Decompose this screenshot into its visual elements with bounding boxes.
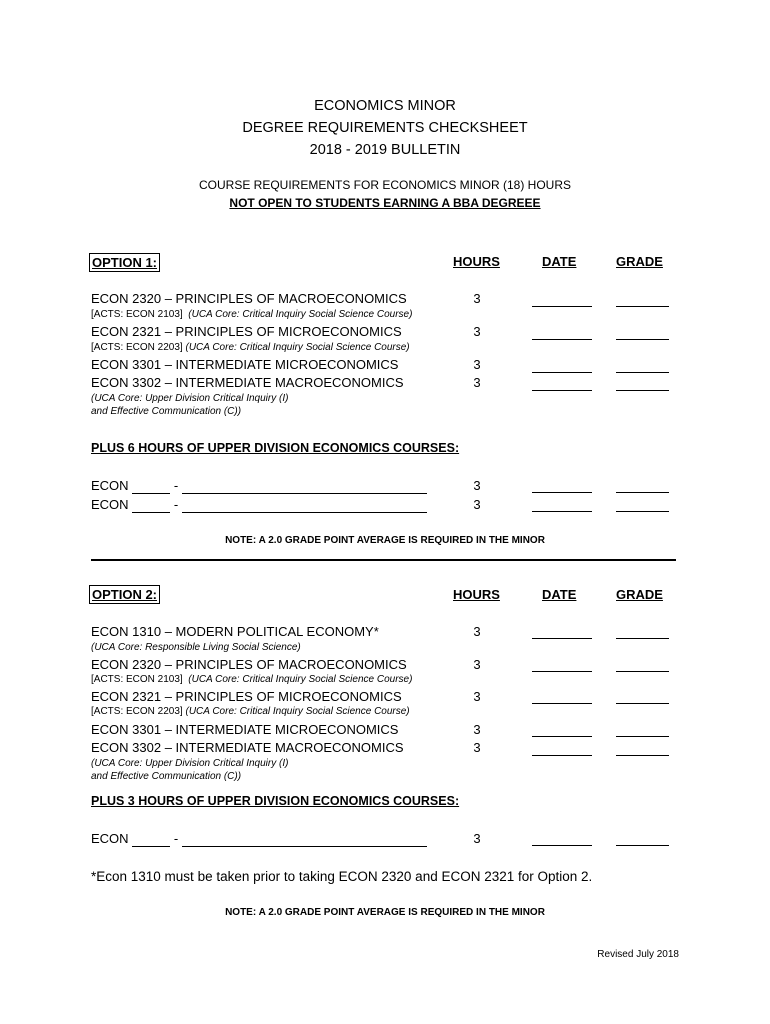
date-blank[interactable] xyxy=(532,390,592,391)
course-hours: 3 xyxy=(473,478,481,493)
course-hours: 3 xyxy=(473,375,481,390)
grade-blank[interactable] xyxy=(616,845,669,846)
grade-blank[interactable] xyxy=(616,372,669,373)
date-blank[interactable] xyxy=(532,736,592,737)
grade-blank[interactable] xyxy=(616,638,669,639)
course-number-blank[interactable] xyxy=(132,497,170,513)
course-note: (UCA Core: Responsible Living Social Science) xyxy=(91,642,301,653)
elective-row: ECON - xyxy=(91,497,427,513)
course-name: ECON 2321 – PRINCIPLES OF MICROECONOMICS xyxy=(91,689,402,704)
course-note: [ACTS: ECON 2103] (UCA Core: Critical Inquiry Social Science Course) xyxy=(91,309,413,320)
grade-column-header: GRADE xyxy=(616,587,663,602)
date-blank[interactable] xyxy=(532,339,592,340)
gpa-note: NOTE: A 2.0 GRADE POINT AVERAGE IS REQUIRED IN THE MINOR xyxy=(225,535,545,546)
date-blank[interactable] xyxy=(532,845,592,846)
grade-blank[interactable] xyxy=(616,339,669,340)
plus-3-hours-heading: PLUS 3 HOURS OF UPPER DIVISION ECONOMICS COURSES: xyxy=(91,794,460,808)
date-blank[interactable] xyxy=(532,372,592,373)
course-name: ECON 1310 – MODERN POLITICAL ECONOMY* xyxy=(91,624,379,639)
grade-blank[interactable] xyxy=(616,755,669,756)
course-hours: 3 xyxy=(473,624,481,639)
course-name: ECON 2320 – PRINCIPLES OF MACROECONOMICS xyxy=(91,657,407,672)
date-column-header: DATE xyxy=(542,587,577,602)
core-note-line-1: (UCA Core: Upper Division Critical Inquiry (I) xyxy=(91,393,289,404)
grade-blank[interactable] xyxy=(616,703,669,704)
grade-blank[interactable] xyxy=(616,511,669,512)
course-name: ECON 3301 – INTERMEDIATE MICROECONOMICS xyxy=(91,357,399,372)
option-1-label: OPTION 1: xyxy=(89,253,160,272)
course-number-blank[interactable] xyxy=(132,478,170,494)
date-column-header: DATE xyxy=(542,254,577,269)
date-blank[interactable] xyxy=(532,492,592,493)
option-2-label: OPTION 2: xyxy=(89,585,160,604)
course-title-blank[interactable] xyxy=(182,478,427,494)
core-note-line-2: and Effective Communication (C)) xyxy=(91,771,242,782)
course-note: [ACTS: ECON 2103] (UCA Core: Critical Inquiry Social Science Course) xyxy=(91,674,413,685)
plus-6-hours-heading: PLUS 6 HOURS OF UPPER DIVISION ECONOMICS COURSES: xyxy=(91,441,460,455)
course-title-blank[interactable] xyxy=(182,831,427,847)
course-hours: 3 xyxy=(473,357,481,372)
course-note: [ACTS: ECON 2203] (UCA Core: Critical Inquiry Social Science Course) xyxy=(91,706,410,717)
course-name: ECON 2320 – PRINCIPLES OF MACROECONOMICS xyxy=(91,291,407,306)
course-hours: 3 xyxy=(473,831,481,846)
grade-blank[interactable] xyxy=(616,492,669,493)
core-note-line-2: and Effective Communication (C)) xyxy=(91,406,242,417)
footnote: *Econ 1310 must be taken prior to taking ECON 2320 and ECON 2321 for Option 2. xyxy=(91,869,593,884)
date-blank[interactable] xyxy=(532,703,592,704)
subtitle-restriction: NOT OPEN TO STUDENTS EARNING A BBA DEGREEE xyxy=(229,196,541,210)
course-hours: 3 xyxy=(473,497,481,512)
elective-row: ECON - xyxy=(91,478,427,494)
course-hours: 3 xyxy=(473,657,481,672)
course-hours: 3 xyxy=(473,291,481,306)
grade-blank[interactable] xyxy=(616,671,669,672)
grade-blank[interactable] xyxy=(616,306,669,307)
revised-date: Revised July 2018 xyxy=(597,949,679,960)
title-line-1: ECONOMICS MINOR xyxy=(314,98,456,114)
date-blank[interactable] xyxy=(532,638,592,639)
section-divider xyxy=(91,559,676,561)
grade-blank[interactable] xyxy=(616,736,669,737)
gpa-note: NOTE: A 2.0 GRADE POINT AVERAGE IS REQUIRED IN THE MINOR xyxy=(225,907,545,918)
course-hours: 3 xyxy=(473,324,481,339)
date-blank[interactable] xyxy=(532,511,592,512)
core-note-line-1: (UCA Core: Upper Division Critical Inquiry (I) xyxy=(91,758,289,769)
course-hours: 3 xyxy=(473,689,481,704)
course-name: ECON 3302 – INTERMEDIATE MACROECONOMICS xyxy=(91,375,404,390)
grade-column-header: GRADE xyxy=(616,254,663,269)
course-name: ECON 2321 – PRINCIPLES OF MICROECONOMICS xyxy=(91,324,402,339)
course-hours: 3 xyxy=(473,722,481,737)
title-line-3: 2018 - 2019 BULLETIN xyxy=(309,142,461,158)
grade-blank[interactable] xyxy=(616,390,669,391)
hours-column-header: HOURS xyxy=(453,254,500,269)
date-blank[interactable] xyxy=(532,755,592,756)
title-line-2: DEGREE REQUIREMENTS CHECKSHEET xyxy=(242,120,528,136)
course-note: [ACTS: ECON 2203] (UCA Core: Critical Inquiry Social Science Course) xyxy=(91,342,410,353)
elective-row: ECON - xyxy=(91,831,427,847)
course-name: ECON 3302 – INTERMEDIATE MACROECONOMICS xyxy=(91,740,404,755)
course-title-blank[interactable] xyxy=(182,497,427,513)
subtitle-hours: COURSE REQUIREMENTS FOR ECONOMICS MINOR (18) HOURS xyxy=(198,178,572,192)
hours-column-header: HOURS xyxy=(453,587,500,602)
course-hours: 3 xyxy=(473,740,481,755)
course-name: ECON 3301 – INTERMEDIATE MICROECONOMICS xyxy=(91,722,399,737)
course-number-blank[interactable] xyxy=(132,831,170,847)
date-blank[interactable] xyxy=(532,306,592,307)
date-blank[interactable] xyxy=(532,671,592,672)
